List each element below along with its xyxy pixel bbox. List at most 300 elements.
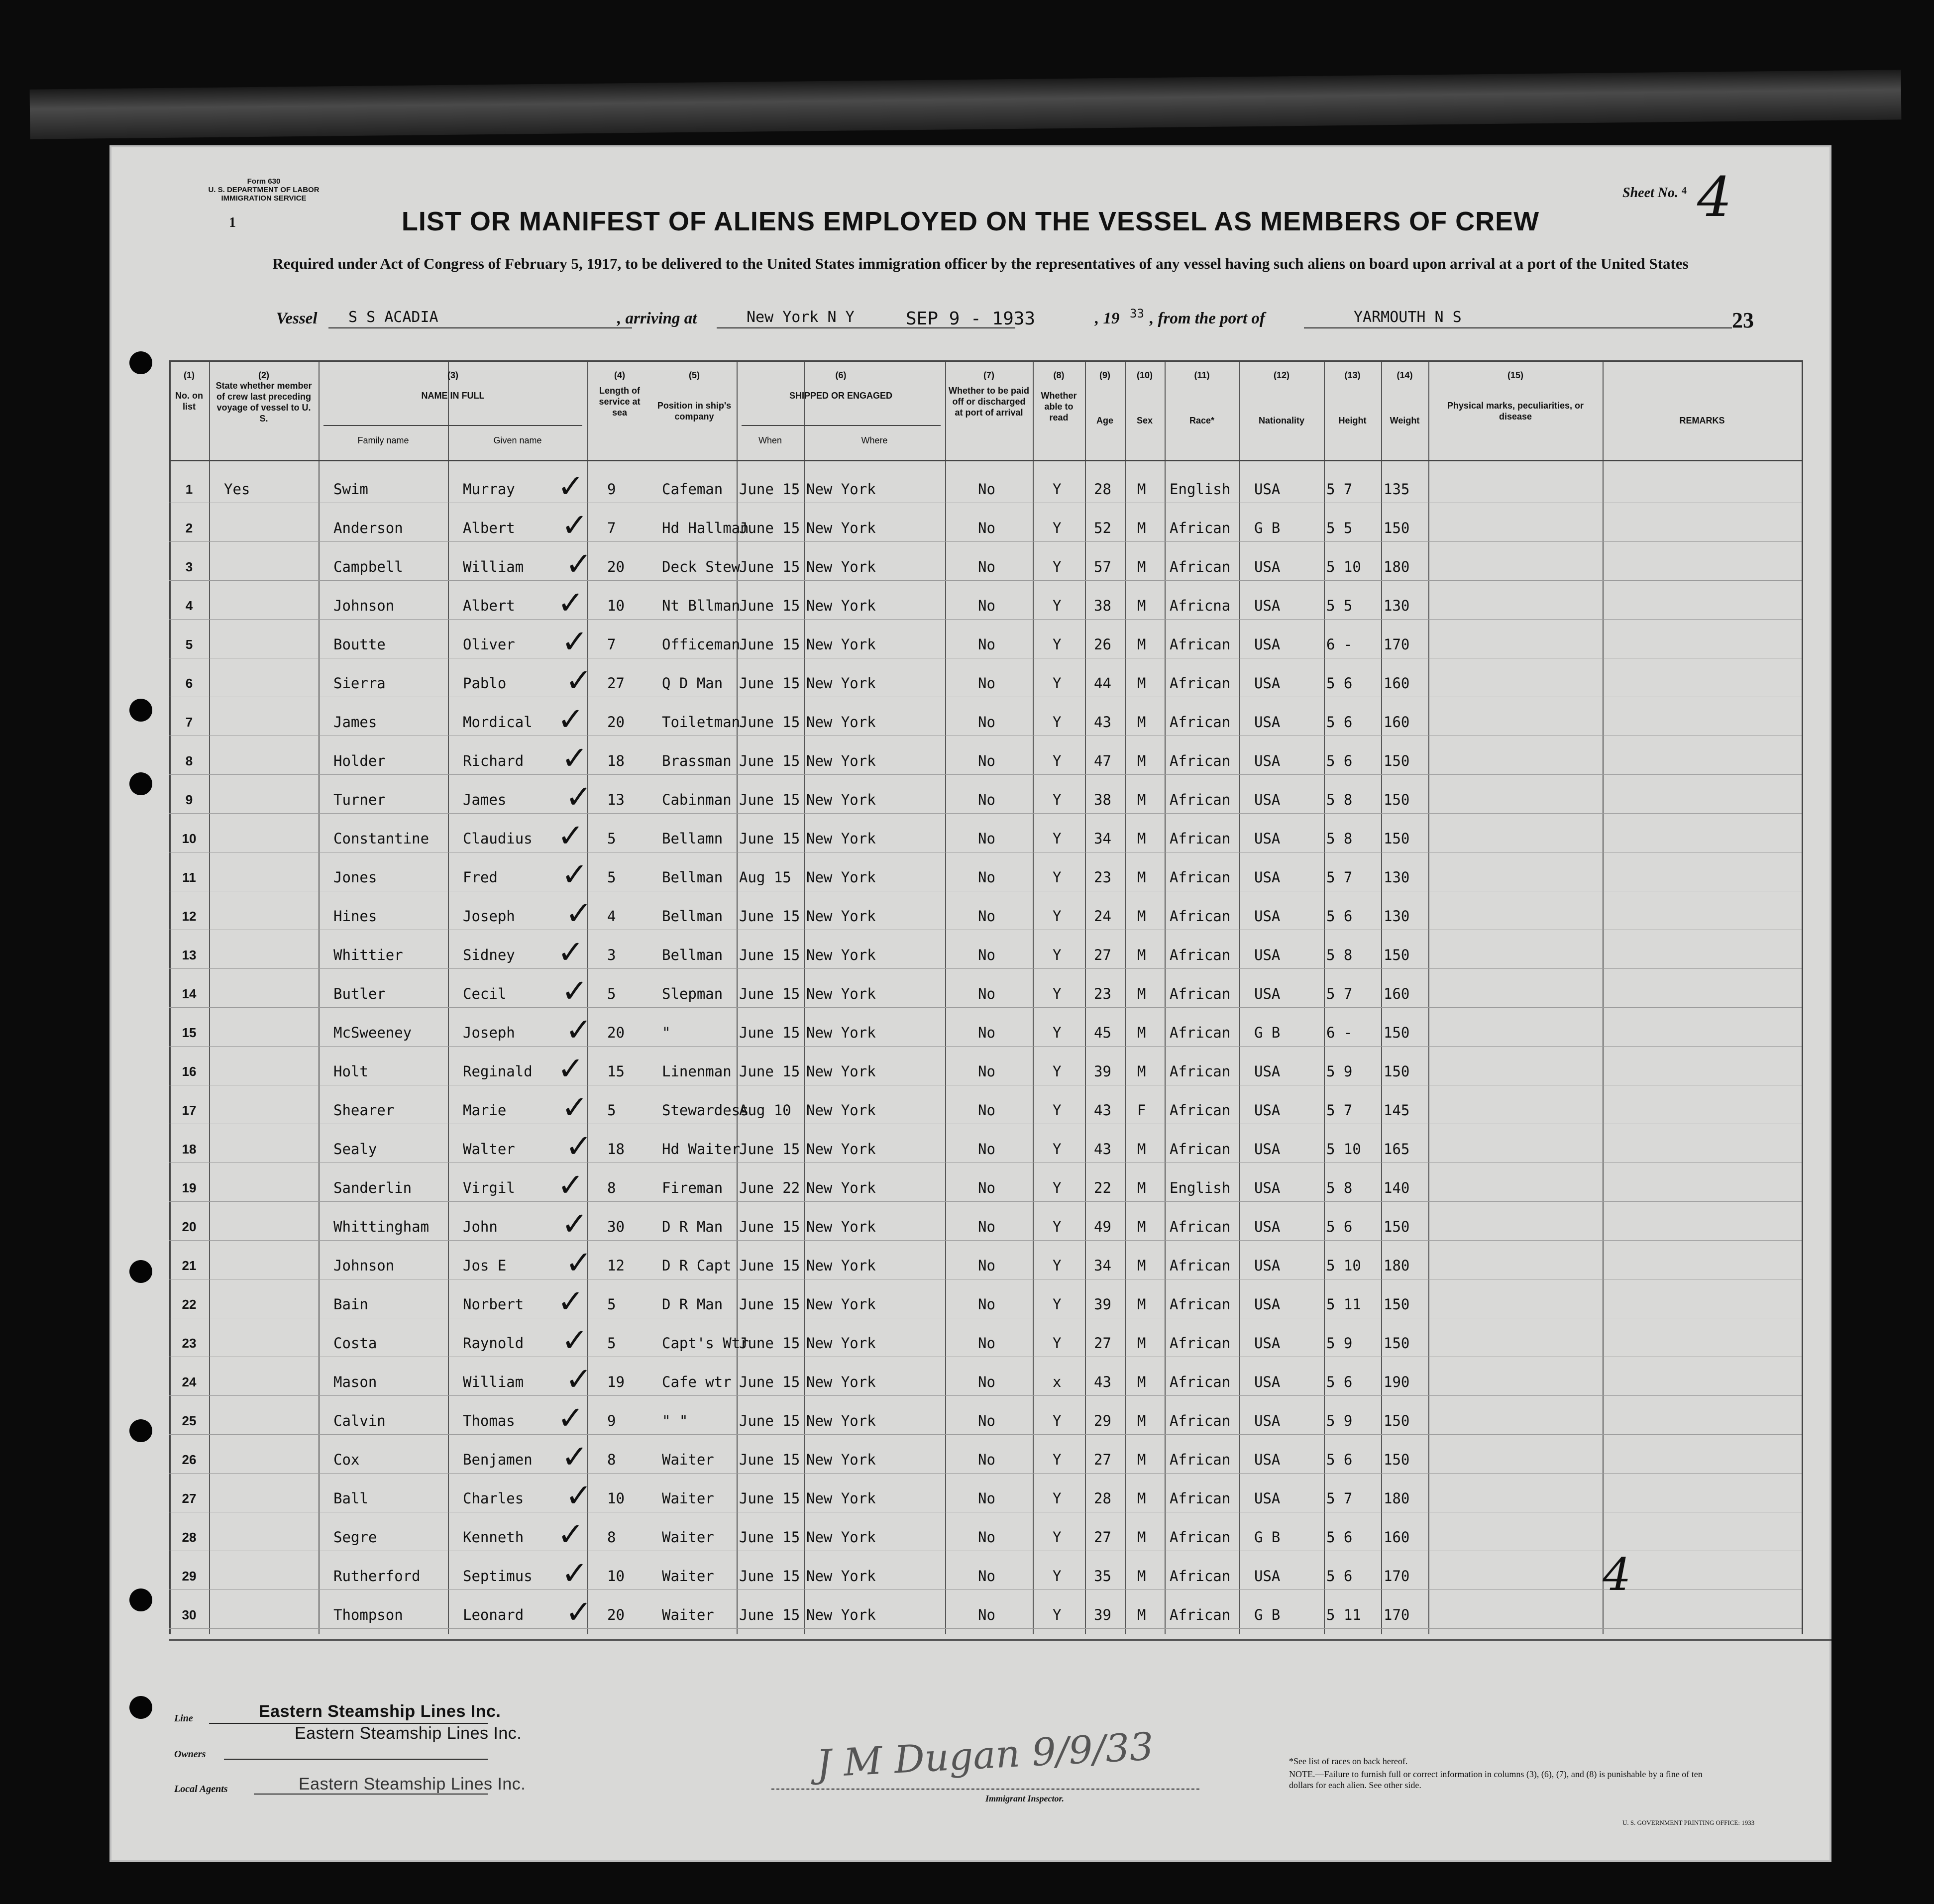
column-header: Length of service at sea [599,386,641,418]
column-number: (12) [1273,370,1289,380]
cell-paid: No [978,1141,995,1158]
check-mark-icon: ✓ [561,740,588,777]
cell-nat: USA [1254,597,1281,614]
cell-weight: 170 [1384,636,1410,653]
cell-sex: M [1137,636,1146,653]
cell-read: Y [1053,1335,1062,1352]
cell-weight: 150 [1384,1024,1410,1041]
arrival-port: New York N Y [747,309,855,326]
cell-paid: No [978,908,995,925]
cell-given: Cecil [463,985,507,1002]
cell-family: Butler [333,985,386,1002]
cell-where: New York [806,752,876,769]
cell-read: Y [1053,1606,1062,1623]
cell-paid: No [978,752,995,769]
cell-when: June 15 [739,947,800,963]
cell-family: Whittier [333,947,403,963]
column-header: Physical marks, peculiarities, or disease [1447,401,1584,422]
cell-weight: 150 [1384,947,1410,963]
cell-family: Bain [333,1296,368,1313]
cell-sex: M [1137,1529,1146,1546]
cell-paid: No [978,985,995,1002]
check-mark-icon: ✓ [565,895,592,932]
cell-height: 6 - [1326,636,1353,653]
cell-sex: M [1137,1606,1146,1623]
owners-value: Eastern Steamship Lines Inc. [295,1724,522,1743]
cell-nat: USA [1254,1257,1281,1274]
cell-height: 5 6 [1326,714,1353,731]
cell-nat: USA [1254,752,1281,769]
column-header: Whether able to read [1041,391,1077,423]
cell-position: Hd Waiter [662,1141,741,1158]
cell-age: 34 [1094,1257,1111,1274]
check-mark-icon: ✓ [557,585,584,622]
cell-service: 27 [607,675,625,692]
cell-race: African [1170,520,1231,536]
vessel-label: Vessel [276,310,318,327]
check-mark-icon: ✓ [565,1361,592,1398]
cell-age: 43 [1094,714,1111,731]
cell-sex: M [1137,947,1146,963]
cell-service: 10 [607,597,625,614]
table-row [169,780,1802,819]
group-underline [742,425,941,426]
cell-weight: 150 [1384,1218,1410,1235]
cell-weight: 160 [1384,675,1410,692]
printing-office: U. S. GOVERNMENT PRINTING OFFICE: 1933 [1622,1819,1755,1826]
cell-height: 5 11 [1326,1296,1361,1313]
cell-read: Y [1053,1296,1062,1313]
cell-where: New York [806,714,876,731]
cell-race: English [1170,481,1231,498]
cell-where: New York [806,1179,876,1196]
cell-height: 5 6 [1326,675,1353,692]
cell-service: 7 [607,520,616,536]
cell-height: 5 8 [1326,947,1353,963]
cell-position: Q D Man [662,675,723,692]
binder-hole [129,699,152,722]
line-label: Line [174,1713,193,1724]
cell-read: Y [1053,1063,1062,1080]
cell-paid: No [978,636,995,653]
table-row [169,897,1802,936]
cell-when: June 15 [739,675,800,692]
cell-state: Yes [224,481,250,498]
table-row [169,586,1802,625]
cell-when: June 15 [739,985,800,1002]
cell-age: 23 [1094,985,1111,1002]
cell-paid: No [978,1102,995,1119]
column-number: (1) [184,370,195,380]
cell-race: African [1170,985,1231,1002]
row-number: 26 [182,1452,197,1467]
cell-paid: No [978,791,995,808]
cell-weight: 130 [1384,869,1410,886]
cell-position: Waiter [662,1529,714,1546]
column-number: (14) [1397,370,1413,380]
cell-race: African [1170,1024,1231,1041]
column-number: (5) [689,370,700,380]
cell-paid: No [978,1296,995,1313]
cell-age: 43 [1094,1141,1111,1158]
cell-read: Y [1053,1218,1062,1235]
cell-age: 39 [1094,1606,1111,1623]
cell-read: Y [1053,908,1062,925]
cell-family: James [333,714,377,731]
cell-where: New York [806,1490,876,1507]
cell-weight: 180 [1384,558,1410,575]
cell-paid: No [978,1374,995,1390]
cell-read: Y [1053,1141,1062,1158]
column-number: (11) [1194,370,1210,380]
cell-height: 5 10 [1326,1141,1361,1158]
table-row [169,509,1802,547]
cell-where: New York [806,791,876,808]
cell-race: African [1170,1296,1231,1313]
cell-age: 34 [1094,830,1111,847]
check-mark-icon: ✓ [561,1089,588,1126]
row-number: 13 [182,948,197,962]
cell-where: New York [806,1529,876,1546]
cell-height: 5 7 [1326,1102,1353,1119]
table-row [169,1324,1802,1363]
table-row [169,1557,1802,1595]
cell-nat: USA [1254,830,1281,847]
cell-when: June 15 [739,481,800,498]
binder-hole [129,1588,152,1611]
cell-paid: No [978,1451,995,1468]
row-number: 24 [182,1375,197,1389]
cell-paid: No [978,675,995,692]
cell-when: June 15 [739,1529,800,1546]
column-subheader: When [758,435,782,445]
check-mark-icon: ✓ [565,662,592,699]
cell-service: 8 [607,1529,616,1546]
cell-given: Mordical [463,714,533,731]
cell-given: Leonard [463,1606,524,1623]
check-mark-icon: ✓ [557,1516,584,1553]
cell-read: Y [1053,558,1062,575]
cell-where: New York [806,1606,876,1623]
table-row [169,625,1802,664]
table-row [169,974,1802,1013]
cell-position: " " [662,1412,688,1429]
cell-family: Anderson [333,520,403,536]
cell-nat: USA [1254,714,1281,731]
cell-paid: No [978,714,995,731]
cell-position: Hd Hallman [662,520,749,536]
cell-height: 5 6 [1326,1529,1353,1546]
cell-read: Y [1053,481,1062,498]
cell-position: Cafe wtr [662,1374,732,1390]
cell-where: New York [806,1218,876,1235]
cell-nat: USA [1254,1335,1281,1352]
row-number: 6 [185,676,193,691]
corner-mark: 1 [229,215,236,230]
cell-race: African [1170,908,1231,925]
binder-hole [129,1696,152,1719]
cell-race: African [1170,636,1231,653]
check-mark-icon: ✓ [561,1322,588,1359]
check-mark-icon: ✓ [557,1283,584,1320]
cell-age: 27 [1094,1529,1111,1546]
cell-service: 7 [607,636,616,653]
table-row [169,547,1802,586]
vessel-name: S S ACADIA [348,309,438,326]
cell-where: New York [806,1296,876,1313]
department: U. S. DEPARTMENT OF LABOR [208,186,320,194]
cell-race: African [1170,1490,1231,1507]
cell-weight: 130 [1384,597,1410,614]
cell-read: Y [1053,985,1062,1002]
cell-when: June 15 [739,1335,800,1352]
cell-paid: No [978,1568,995,1585]
cell-position: Slepman [662,985,723,1002]
column-header: Nationality [1258,416,1304,425]
cell-read: Y [1053,1102,1062,1119]
row-number: 17 [182,1103,197,1118]
table-row [169,1091,1802,1130]
cell-height: 5 7 [1326,869,1353,886]
cell-service: 5 [607,985,616,1002]
cell-sex: M [1137,558,1146,575]
row-number: 16 [182,1064,197,1079]
row-number: 22 [182,1297,197,1312]
cell-paid: No [978,1529,995,1546]
cell-where: New York [806,481,876,498]
cell-when: June 15 [739,908,800,925]
cell-position: Waiter [662,1606,714,1623]
row-number: 7 [185,715,193,730]
check-mark-icon: ✓ [561,1555,588,1592]
cell-given: Raynold [463,1335,524,1352]
cell-family: Johnson [333,1257,395,1274]
cell-nat: G B [1254,520,1281,536]
table-row [169,470,1802,509]
header-divider [169,460,1802,461]
cell-position: Bellman [662,947,723,963]
cell-given: Benjamen [463,1451,533,1468]
cell-race: African [1170,1374,1231,1390]
table-row [169,1013,1802,1052]
cell-weight: 170 [1384,1606,1410,1623]
cell-age: 26 [1094,636,1111,653]
column-number: (3) [447,370,458,380]
table-row [169,741,1802,780]
check-mark-icon: ✓ [565,779,592,816]
row-number: 29 [182,1569,197,1584]
cell-sex: M [1137,752,1146,769]
sheet-number-label: Sheet No. $^4$ [1622,185,1687,201]
cell-height: 5 6 [1326,1218,1353,1235]
cell-family: Constantine [333,830,430,847]
table-row [169,1401,1802,1440]
cell-position: Toiletman [662,714,741,731]
column-number: (13) [1344,370,1361,380]
cell-sex: M [1137,1412,1146,1429]
cell-sex: M [1137,908,1146,925]
cell-family: Whittingham [333,1218,430,1235]
cell-nat: USA [1254,985,1281,1002]
cell-sex: M [1137,597,1146,614]
cell-nat: USA [1254,1490,1281,1507]
column-header: Sex [1136,416,1153,425]
cell-service: 20 [607,714,625,731]
row-number: 18 [182,1142,197,1157]
cell-weight: 145 [1384,1102,1410,1119]
cell-where: New York [806,1374,876,1390]
cell-nat: USA [1254,1451,1281,1468]
column-number: (4) [614,370,625,380]
cell-family: McSweeney [333,1024,412,1041]
column-header: Position in ship's company [657,401,732,422]
cell-when: June 15 [739,1296,800,1313]
cell-given: Murray [463,481,515,498]
from-port-label: , from the port of [1150,310,1265,327]
cell-nat: G B [1254,1529,1281,1546]
cell-given: William [463,558,524,575]
cell-race: African [1170,675,1231,692]
cell-when: June 15 [739,1141,800,1158]
cell-nat: USA [1254,1063,1281,1080]
column-header: No. on list [175,391,203,412]
cell-position: Waiter [662,1490,714,1507]
check-mark-icon: ✓ [561,973,588,1010]
cell-height: 5 7 [1326,481,1353,498]
cell-race: African [1170,869,1231,886]
cell-age: 43 [1094,1374,1111,1390]
cell-given: Sidney [463,947,515,963]
cell-age: 38 [1094,791,1111,808]
cell-age: 35 [1094,1568,1111,1585]
cell-sex: M [1137,1296,1146,1313]
cell-position: Nt Bllman [662,597,741,614]
cell-age: 47 [1094,752,1111,769]
cell-service: 9 [607,481,616,498]
cell-family: Jones [333,869,377,886]
cell-nat: USA [1254,791,1281,808]
cell-where: New York [806,1568,876,1585]
binder-hole [129,1419,152,1442]
row-number: 15 [182,1025,197,1040]
cell-sex: M [1137,791,1146,808]
cell-age: 27 [1094,1335,1111,1352]
table-row [169,936,1802,974]
cell-when: June 15 [739,1606,800,1623]
cell-read: Y [1053,675,1062,692]
cell-when: June 15 [739,520,800,536]
row-number: 23 [182,1336,197,1351]
row-number: 25 [182,1413,197,1428]
cell-nat: USA [1254,636,1281,653]
line-value: Eastern Steamship Lines Inc. [259,1702,501,1721]
column-subheader: Family name [357,435,409,445]
cell-family: Sanderlin [333,1179,412,1196]
cell-where: New York [806,597,876,614]
cell-where: New York [806,869,876,886]
cell-age: 24 [1094,908,1111,925]
row-number: 5 [185,637,193,652]
cell-service: 20 [607,558,625,575]
cell-given: Claudius [463,830,533,847]
cell-paid: No [978,558,995,575]
cell-sex: M [1137,1490,1146,1507]
cell-race: English [1170,1179,1231,1196]
cell-weight: 160 [1384,985,1410,1002]
cell-when: June 15 [739,791,800,808]
cell-weight: 150 [1384,752,1410,769]
cell-weight: 140 [1384,1179,1410,1196]
cell-given: Joseph [463,1024,515,1041]
check-mark-icon: ✓ [557,818,584,854]
manifest-sheet [109,145,1831,1862]
row-number: 9 [185,792,193,807]
cell-given: Richard [463,752,524,769]
cell-height: 5 6 [1326,908,1353,925]
cell-given: Jos E [463,1257,507,1274]
check-mark-icon: ✓ [557,934,584,971]
cell-nat: USA [1254,1218,1281,1235]
cell-position: Cafeman [662,481,723,498]
cell-service: 5 [607,1296,616,1313]
cell-when: June 22 [739,1179,800,1196]
inspector-signature: J M Dugan 9/9/33 [815,1724,1155,1786]
cell-height: 6 - [1326,1024,1353,1041]
cell-service: 18 [607,1141,625,1158]
cell-read: Y [1053,1451,1062,1468]
cell-read: Y [1053,1179,1062,1196]
cell-family: Sealy [333,1141,377,1158]
cell-service: 5 [607,869,616,886]
table-row [169,1285,1802,1324]
check-mark-icon: ✓ [557,701,584,738]
table-row [169,1207,1802,1246]
cell-nat: USA [1254,675,1281,692]
cell-paid: No [978,1606,995,1623]
cell-height: 5 9 [1326,1412,1353,1429]
page-title: LIST OR MANIFEST OF ALIENS EMPLOYED ON THE VESSEL AS MEMBERS OF CREW [401,207,1540,236]
cell-service: 9 [607,1412,616,1429]
cell-paid: No [978,481,995,498]
cell-given: Albert [463,597,515,614]
row-number: 1 [185,482,193,497]
row-number: 14 [182,986,197,1001]
row-number: 4 [185,598,193,613]
table-row [169,1440,1802,1479]
row-number: 3 [185,559,193,574]
cell-height: 5 6 [1326,752,1353,769]
cell-service: 18 [607,752,625,769]
cell-race: African [1170,1568,1231,1585]
column-number: (7) [983,370,994,380]
cell-when: June 15 [739,1257,800,1274]
cell-nat: USA [1254,1102,1281,1119]
cell-weight: 180 [1384,1257,1410,1274]
cell-age: 43 [1094,1102,1111,1119]
cell-service: 3 [607,947,616,963]
cell-height: 5 8 [1326,830,1353,847]
cell-service: 4 [607,908,616,925]
column-header: Whether to be paid off or discharged at port of arrival [949,386,1029,418]
cell-nat: USA [1254,1296,1281,1313]
column-header: Height [1338,416,1367,425]
cell-when: Aug 15 [739,869,791,886]
cell-nat: G B [1254,1024,1281,1041]
owners-label: Owners [174,1749,206,1760]
local-agents-label: Local Agents [174,1784,228,1795]
cell-service: 5 [607,1335,616,1352]
cell-given: Fred [463,869,498,886]
